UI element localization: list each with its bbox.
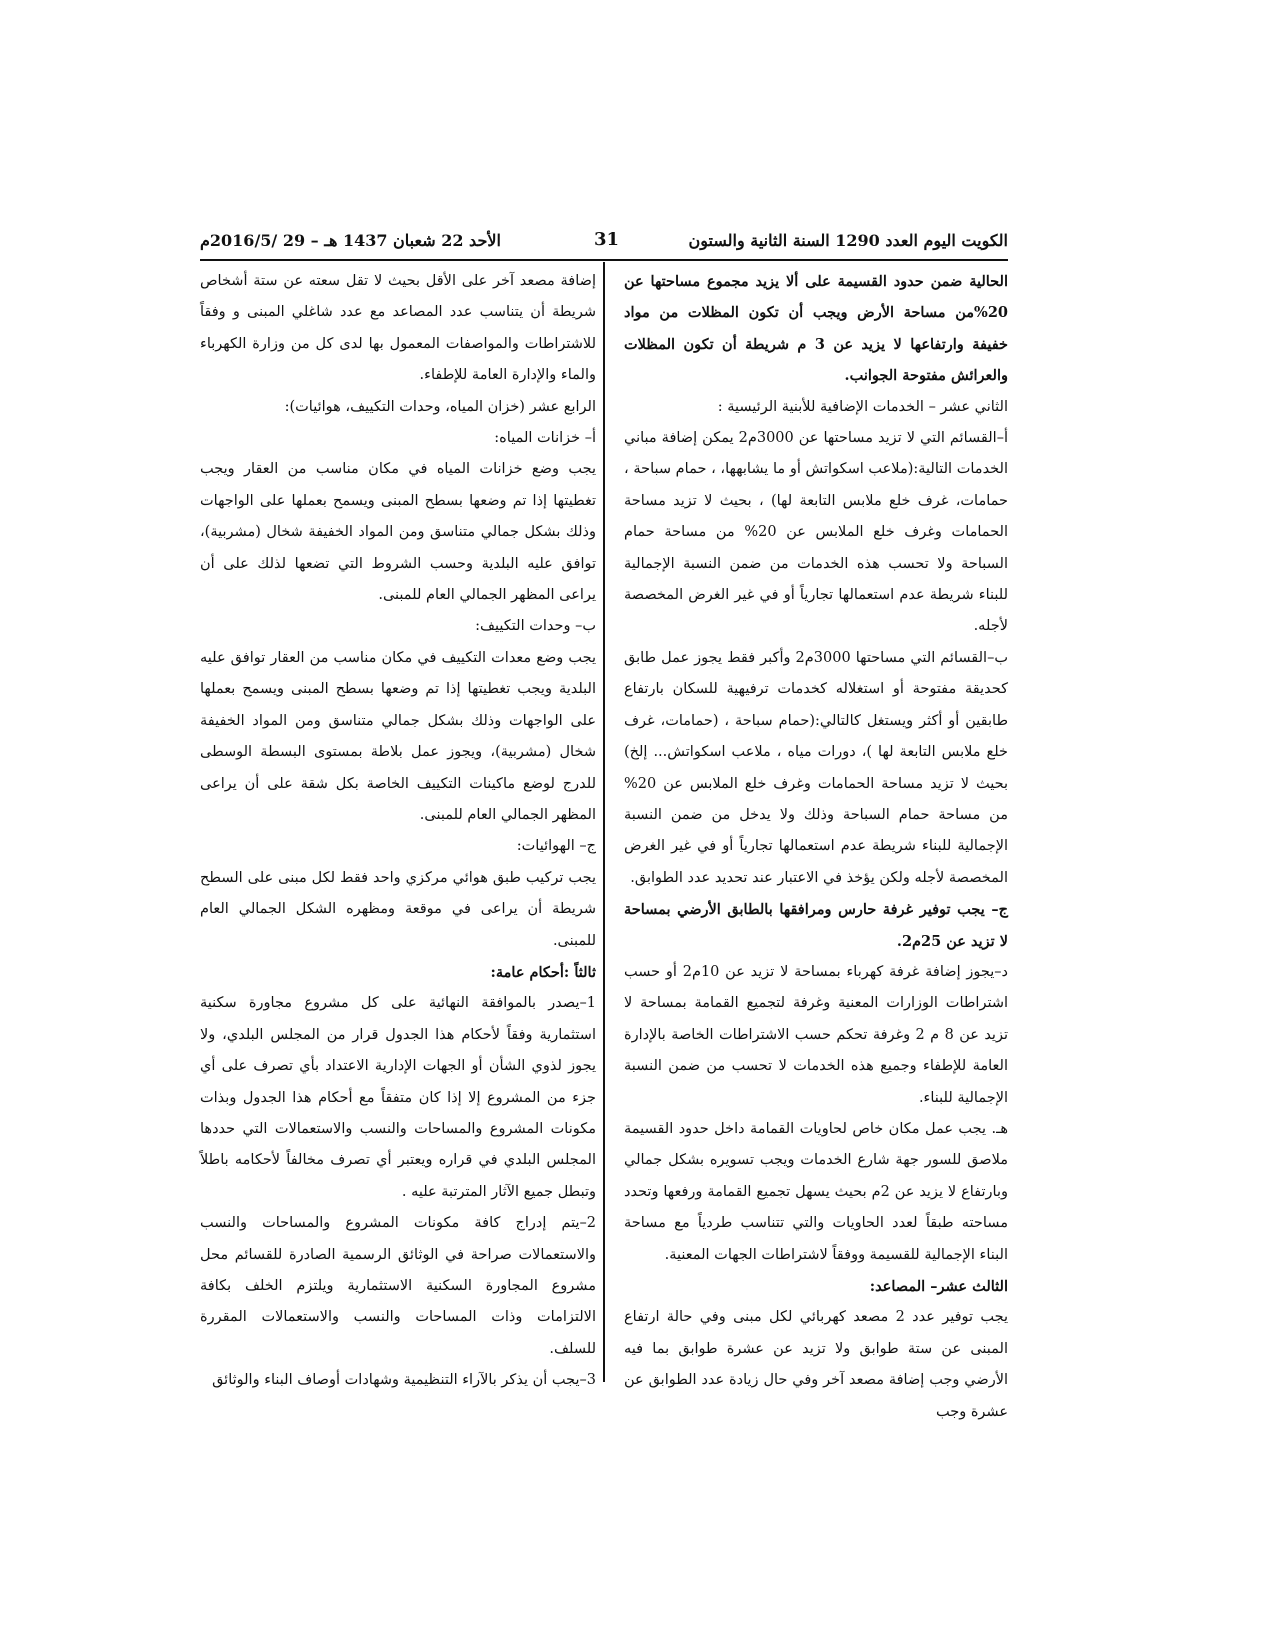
paragraph: ثالثاً :أحكام عامة: <box>490 963 596 981</box>
page-header <box>200 231 1008 261</box>
header-date: الأحد 22 شعبان 1437 هـ – 29 /2016/5م <box>200 231 501 250</box>
paragraph: أ– خزانات المياه: <box>494 430 596 447</box>
paragraph: 3–يجب أن يذكر بالآراء التنظيمية وشهادات أوصاف البناء والوثائق <box>212 1372 596 1389</box>
paragraph: إضافة مصعد آخر على الأقل بحيث لا تقل سعته عن ستة أشخاص شريطة أن يتناسب عدد المصاعد مع عدد شاغلي المبنى و وفقاً للاشتراطات والمواصفات المعمول بها لدى كل من وزارة الكهرباء والماء والإدارة العامة للإطفاء. <box>200 273 596 384</box>
paragraph: د–يجوز إضافة غرفة كهرباء بمساحة لا تزيد عن 10م2 أو حسب اشتراطات الوزارات المعنية وغرفة لتجميع القمامة بمساحة لا تزيد عن 8 م 2 وغرفة تحكم حسب الاشتراطات الخاصة بالإدارة العامة للإطفاء وجميع هذه الخدمات لا تحسب من ضمن النسبة الإجمالية للبناء. <box>624 963 1009 1106</box>
paragraph: أ–القسائم التي لا تزيد مساحتها عن 3000م2 يمكن إضافة مباني الخدمات التالية:(ملاعب اسكواتش أو ما يشابهها، ، حمام سباحة ، حمامات، غرف خلع ملابس التابعة لها) ، بحيث لا تزيد مساحة الحمامات وغرف خلع الملابس عن 20% من مساحة حمام السباحة ولا تحسب هذه الخدمات من ضمن النسبة الإجمالية للبناء شريطة عدم استعمالها تجارياً أو في غير الغرض المخصصة لأجله. <box>624 430 1008 635</box>
left-column <box>200 266 596 1397</box>
paragraph: الرابع عشر (خزان المياه، وحدات التكييف، هوائيات): <box>284 398 596 415</box>
paragraph: ج– الهوائيات: <box>516 838 596 855</box>
paragraph: ج– يجب توفير غرفة حارس ومرافقها بالطابق الأرضي بمساحة لا تزيد عن 25م2. <box>624 901 1008 950</box>
paragraph: يجب توفير عدد 2 مصعد كهربائي لكل مبنى وفي حالة ارتفاع المبنى عن ستة طوابق ولا تزيد عن عشرة طوابق بما فيه الأرضي وجب إضافة مصعد آخر وفي حال زيادة عدد الطوابق عن عشرة وجب <box>624 1309 1009 1420</box>
paragraph: يجب وضع خزانات المياه في مكان مناسب من العقار ويجب تغطيتها إذا تم وضعها بسطح المبنى ويسمح بعملها على الواجهات وذلك بشكل جمالي متناسق ومن المواد الخفيفة شخال (مشربية)، توافق عليه البلدية وحسب الشروط التي تضعها لذلك على أن يراعى المظهر الجمالي العام للمبنى. <box>200 461 596 604</box>
header-publication: الكويت اليوم العدد 1290 السنة الثانية والستون <box>688 231 1008 250</box>
paragraph: هـ. يجب عمل مكان خاص لحاويات القمامة داخل حدود القسيمة ملاصق للسور جهة شارع الخدمات ويجب تسويره بشكل جمالي وبارتفاع لا يزيد عن 2م بحيث يسهل تجميع القمامة ورفعها وتحدد مساحته طبقاً لعدد الحاويات والتي تتناسب طردياً مع مساحة البناء الإجمالية للقسيمة ووفقاً لاشتراطات الجهات المعنية. <box>624 1120 1008 1263</box>
column-divider <box>603 262 605 1382</box>
paragraph: 1–يصدر بالموافقة النهائية على كل مشروع مجاورة سكنية استثمارية وفقاً لأحكام هذا الجدول قرار من المجلس البلدي، ولا يجوز لذوي الشأن أو الجهات الإدارية الاعتداد بأي تصرف على أي جزء من المشروع إلا إذا كان متفقاً مع أحكام هذا الجدول وبذات مكونات المشروع والمساحات والنسب والاستعمالات التي حددها المجلس البلدي في قراره ويعتبر أي تصرف مخالفاً لأحكامه باطلاً وتبطل جميع الآثار المترتبة عليه . <box>200 995 596 1200</box>
paragraph: يجب تركيب طبق هوائي مركزي واحد فقط لكل مبنى على السطح شريطة أن يراعى في موقعة ومظهره الشكل الجمالي العام للمبنى. <box>200 869 596 949</box>
right-column <box>624 266 1008 1428</box>
paragraph: ب– وحدات التكييف: <box>475 618 596 635</box>
paragraph: الثاني عشر – الخدمات الإضافية للأبنية الرئيسية : <box>717 398 1008 415</box>
page-number: 31 <box>594 229 620 250</box>
paragraph: يجب وضع معدات التكييف في مكان مناسب من العقار توافق عليه البلدية ويجب تغطيتها إذا تم وضعها بسطح المبنى ويسمح بعملها على الواجهات وذلك بشكل جمالي متناسق ومن المواد الخفيفة شخال (مشربية)، ويجوز عمل بلاطة بمستوى البسطة الوسطى للدرج لوضع ماكينات التكييف الخاصة بكل شقة على أن يراعى المظهر الجمالي العام للمبنى. <box>200 649 596 823</box>
paragraph: الحالية ضمن حدود القسيمة على ألا يزيد مجموع مساحتها عن 20%من مساحة الأرض ويجب أن تكون المظلات من مواد خفيفة وارتفاعها لا يزيد عن 3 م شريطة أن تكون المظلات والعرائش مفتوحة الجوانب. <box>624 273 1008 385</box>
paragraph: 2–يتم إدراج كافة مكونات المشروع والمساحات والنسب والاستعمالات صراحة في الوثائق الرسمية الصادرة للقسائم محل مشروع المجاورة السكنية الاستثمارية ويلتزم الخلف بكافة الالتزامات وذات المساحات والنسب والاستعمالات المقررة للسلف. <box>200 1215 596 1357</box>
paragraph: الثالث عشر– المصاعد: <box>869 1278 1008 1295</box>
paragraph: ب–القسائم التي مساحتها 3000م2 وأكبر فقط يجوز عمل طابق كحديقة مفتوحة أو استغلاله كخدمات ترفيهية للسكان بارتفاع طابقين أو أكثر ويستغل كالتالي:(حمام سباحة ، (حمامات، غرف خلع ملابس التابعة لها )، دورات مياه ، ملاعب اسكواتش... إلخ) بحيث لا تزيد مساحة الحمامات وغرف خلع الملابس عن 20% من مساحة حمام السباحة وذلك ولا يدخل من ضمن النسبة الإجمالية للبناء شريطة عدم استعمالها تجارياً أو في غير الغرض المخصصة لأجله ولكن يؤخذ في الاعتبار عند تحديد عدد الطوابق. <box>624 649 1008 886</box>
